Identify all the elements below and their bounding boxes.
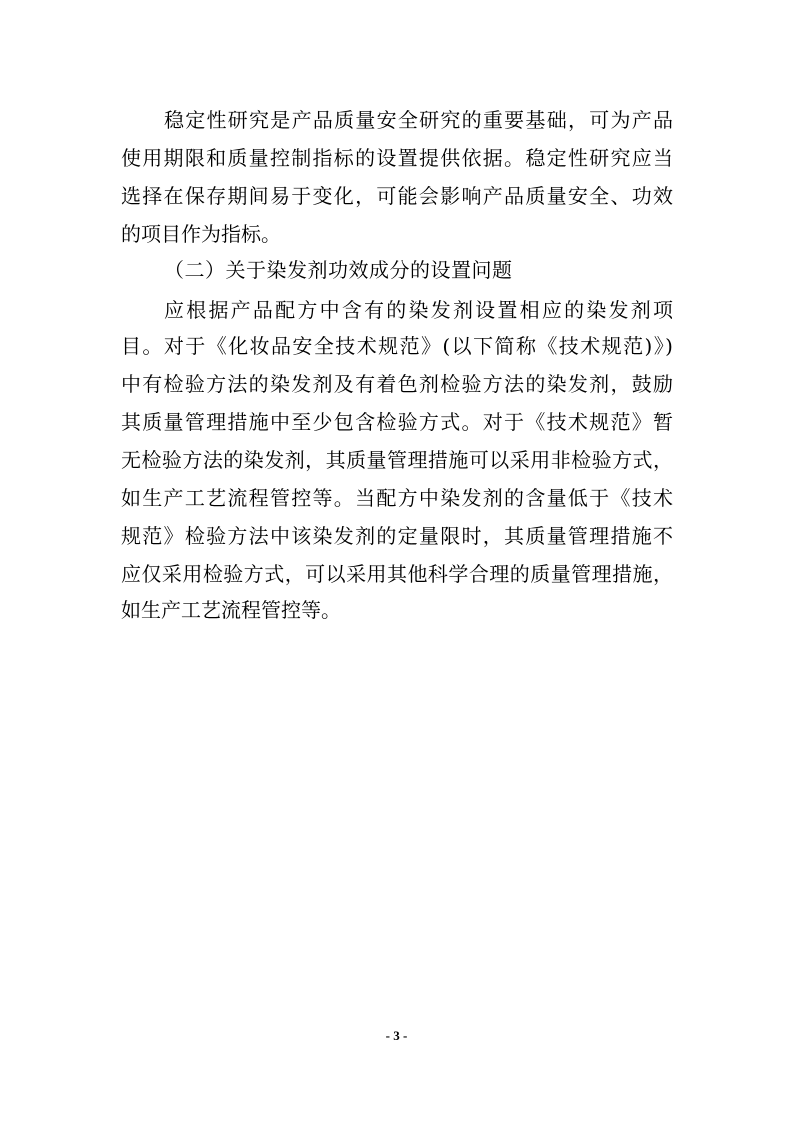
paragraph-2-line-3: 中有检验方法的染发剂及有着色剂检验方法的染发剂，鼓励 (121, 372, 673, 396)
page-number: - 3 - (385, 1028, 408, 1043)
paragraph-2-line-1: 应根据产品配方中含有的染发剂设置相应的染发剂项 (164, 298, 673, 322)
paragraph-1-line-4: 的项目作为指标。 (121, 222, 281, 246)
paragraph-2-line-5: 无检验方法的染发剂，其质量管理措施可以采用非检验方式， (121, 448, 673, 472)
paragraph-2-line-7: 规范》检验方法中该染发剂的定量限时，其质量管理措施不 (121, 524, 673, 548)
paragraph-2-line-4: 其质量管理措施中至少包含检验方式。对于《技术规范》暂 (121, 410, 673, 434)
paragraph-1-line-3: 选择在保存期间易于变化，可能会影响产品质量安全、功效 (121, 184, 673, 208)
paragraph-2-line-8: 应仅采用检验方式，可以采用其他科学合理的质量管理措施， (121, 562, 673, 586)
section-heading: （二）关于染发剂功效成分的设置问题 (164, 258, 513, 282)
paragraph-2-line-2: 目。对于《化妆品安全技术规范》(以下简称《技术规范)》) (121, 334, 673, 358)
paragraph-1-line-2: 使用期限和质量控制指标的设置提供依据。稳定性研究应当 (121, 146, 673, 170)
paragraph-1-line-1: 稳定性研究是产品质量安全研究的重要基础，可为产品 (164, 108, 673, 132)
paragraph-2-line-6: 如生产工艺流程管控等。当配方中染发剂的含量低于《技术 (121, 486, 673, 510)
paragraph-2-line-9: 如生产工艺流程管控等。 (121, 598, 341, 622)
